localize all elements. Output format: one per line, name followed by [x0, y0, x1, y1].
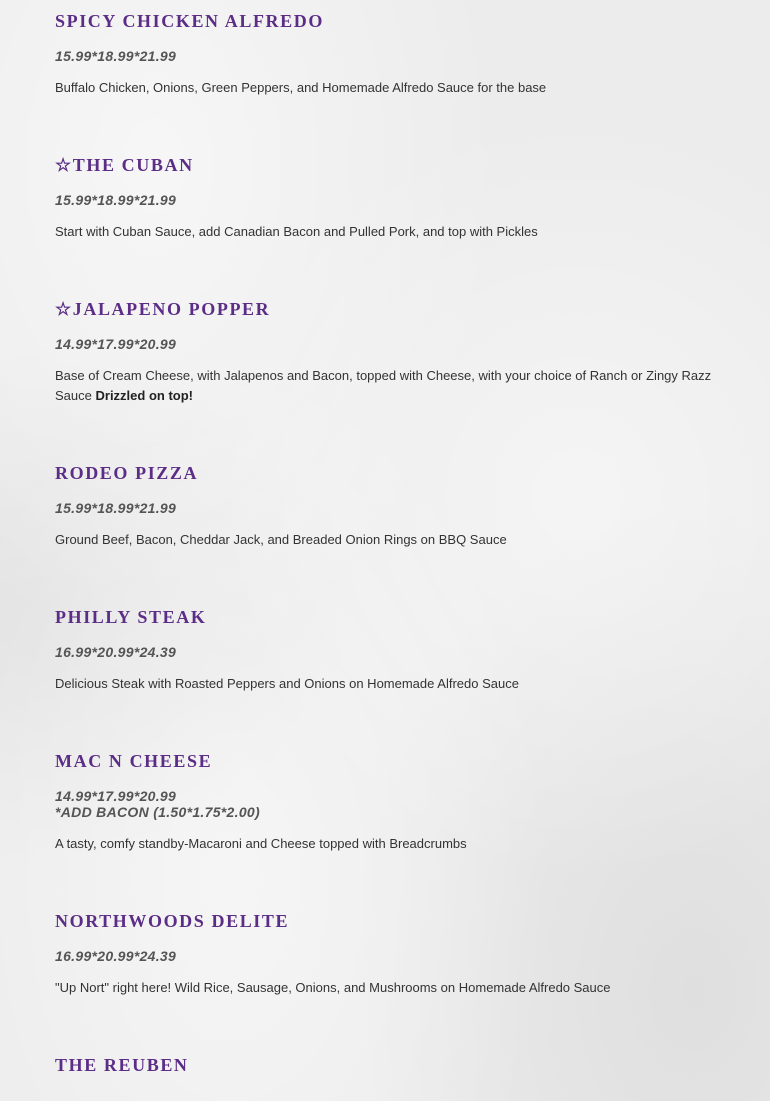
pizza-menu-list: [55, 10, 720, 1076]
menu-item-mac-n-cheese: [55, 750, 720, 854]
item-description: Buffalo Chicken, Onions, Green Peppers, and Homemade Alfredo Sauce for the base: [55, 80, 547, 95]
item-name: THE CUBAN: [72, 155, 194, 175]
menu-item-spicy-chicken-alfredo: [55, 10, 720, 98]
item-name: SPICY CHICKEN ALFREDO: [55, 11, 324, 31]
item-description: Delicious Steak with Roasted Peppers and Onions on Homemade Alfredo Sauce: [55, 676, 519, 691]
item-name-row: [55, 154, 720, 176]
item-description: Start with Cuban Sauce, add Canadian Bacon and Pulled Pork, and top with Pickles: [55, 224, 538, 239]
menu-item-rodeo-pizza: [55, 462, 720, 550]
menu-item-jalapeno-popper: [55, 298, 720, 406]
item-price: 15.99*18.99*21.99: [55, 192, 177, 208]
item-name-row: [55, 298, 720, 320]
item-name: NORTHWOODS DELITE: [55, 911, 290, 931]
item-name: MAC N CHEESE: [55, 751, 213, 771]
item-price: 14.99*17.99*20.99: [55, 788, 177, 804]
star-icon: ☆: [55, 155, 73, 175]
item-name: PHILLY STEAK: [55, 607, 207, 627]
menu-item-philly-steak: [55, 606, 720, 694]
item-name: RODEO PIZZA: [55, 463, 199, 483]
item-description-bold: Drizzled on top!: [95, 388, 193, 403]
star-icon: ☆: [55, 299, 73, 319]
item-description: Ground Beef, Bacon, Cheddar Jack, and Breaded Onion Rings on BBQ Sauce: [55, 532, 507, 547]
item-description: "Up Nort" right here! Wild Rice, Sausage, Onions, and Mushrooms on Homemade Alfredo Sauce: [55, 980, 611, 995]
menu-item-the-cuban: [55, 154, 720, 242]
item-price: 15.99*18.99*21.99: [55, 500, 177, 516]
menu-item-the-reuben: [55, 1054, 720, 1076]
item-name: JALAPENO POPPER: [72, 299, 271, 319]
item-price: 16.99*20.99*24.39: [55, 644, 177, 660]
item-price-block: [55, 788, 720, 820]
item-price: 14.99*17.99*20.99: [55, 336, 177, 352]
item-description: Base of Cream Cheese, with Jalapenos and Bacon, topped with Cheese, with your choice of Ranch or Zingy Razz Sauce: [55, 368, 712, 403]
item-price-addon: *ADD BACON (1.50*1.75*2.00): [55, 804, 260, 820]
menu-item-northwoods-delite: [55, 910, 720, 998]
item-price: 16.99*20.99*24.39: [55, 948, 177, 964]
item-description: A tasty, comfy standby-Macaroni and Cheese topped with Breadcrumbs: [55, 836, 467, 851]
item-description-block: [55, 366, 720, 406]
item-name: THE REUBEN: [55, 1055, 189, 1075]
item-price: 15.99*18.99*21.99: [55, 48, 177, 64]
